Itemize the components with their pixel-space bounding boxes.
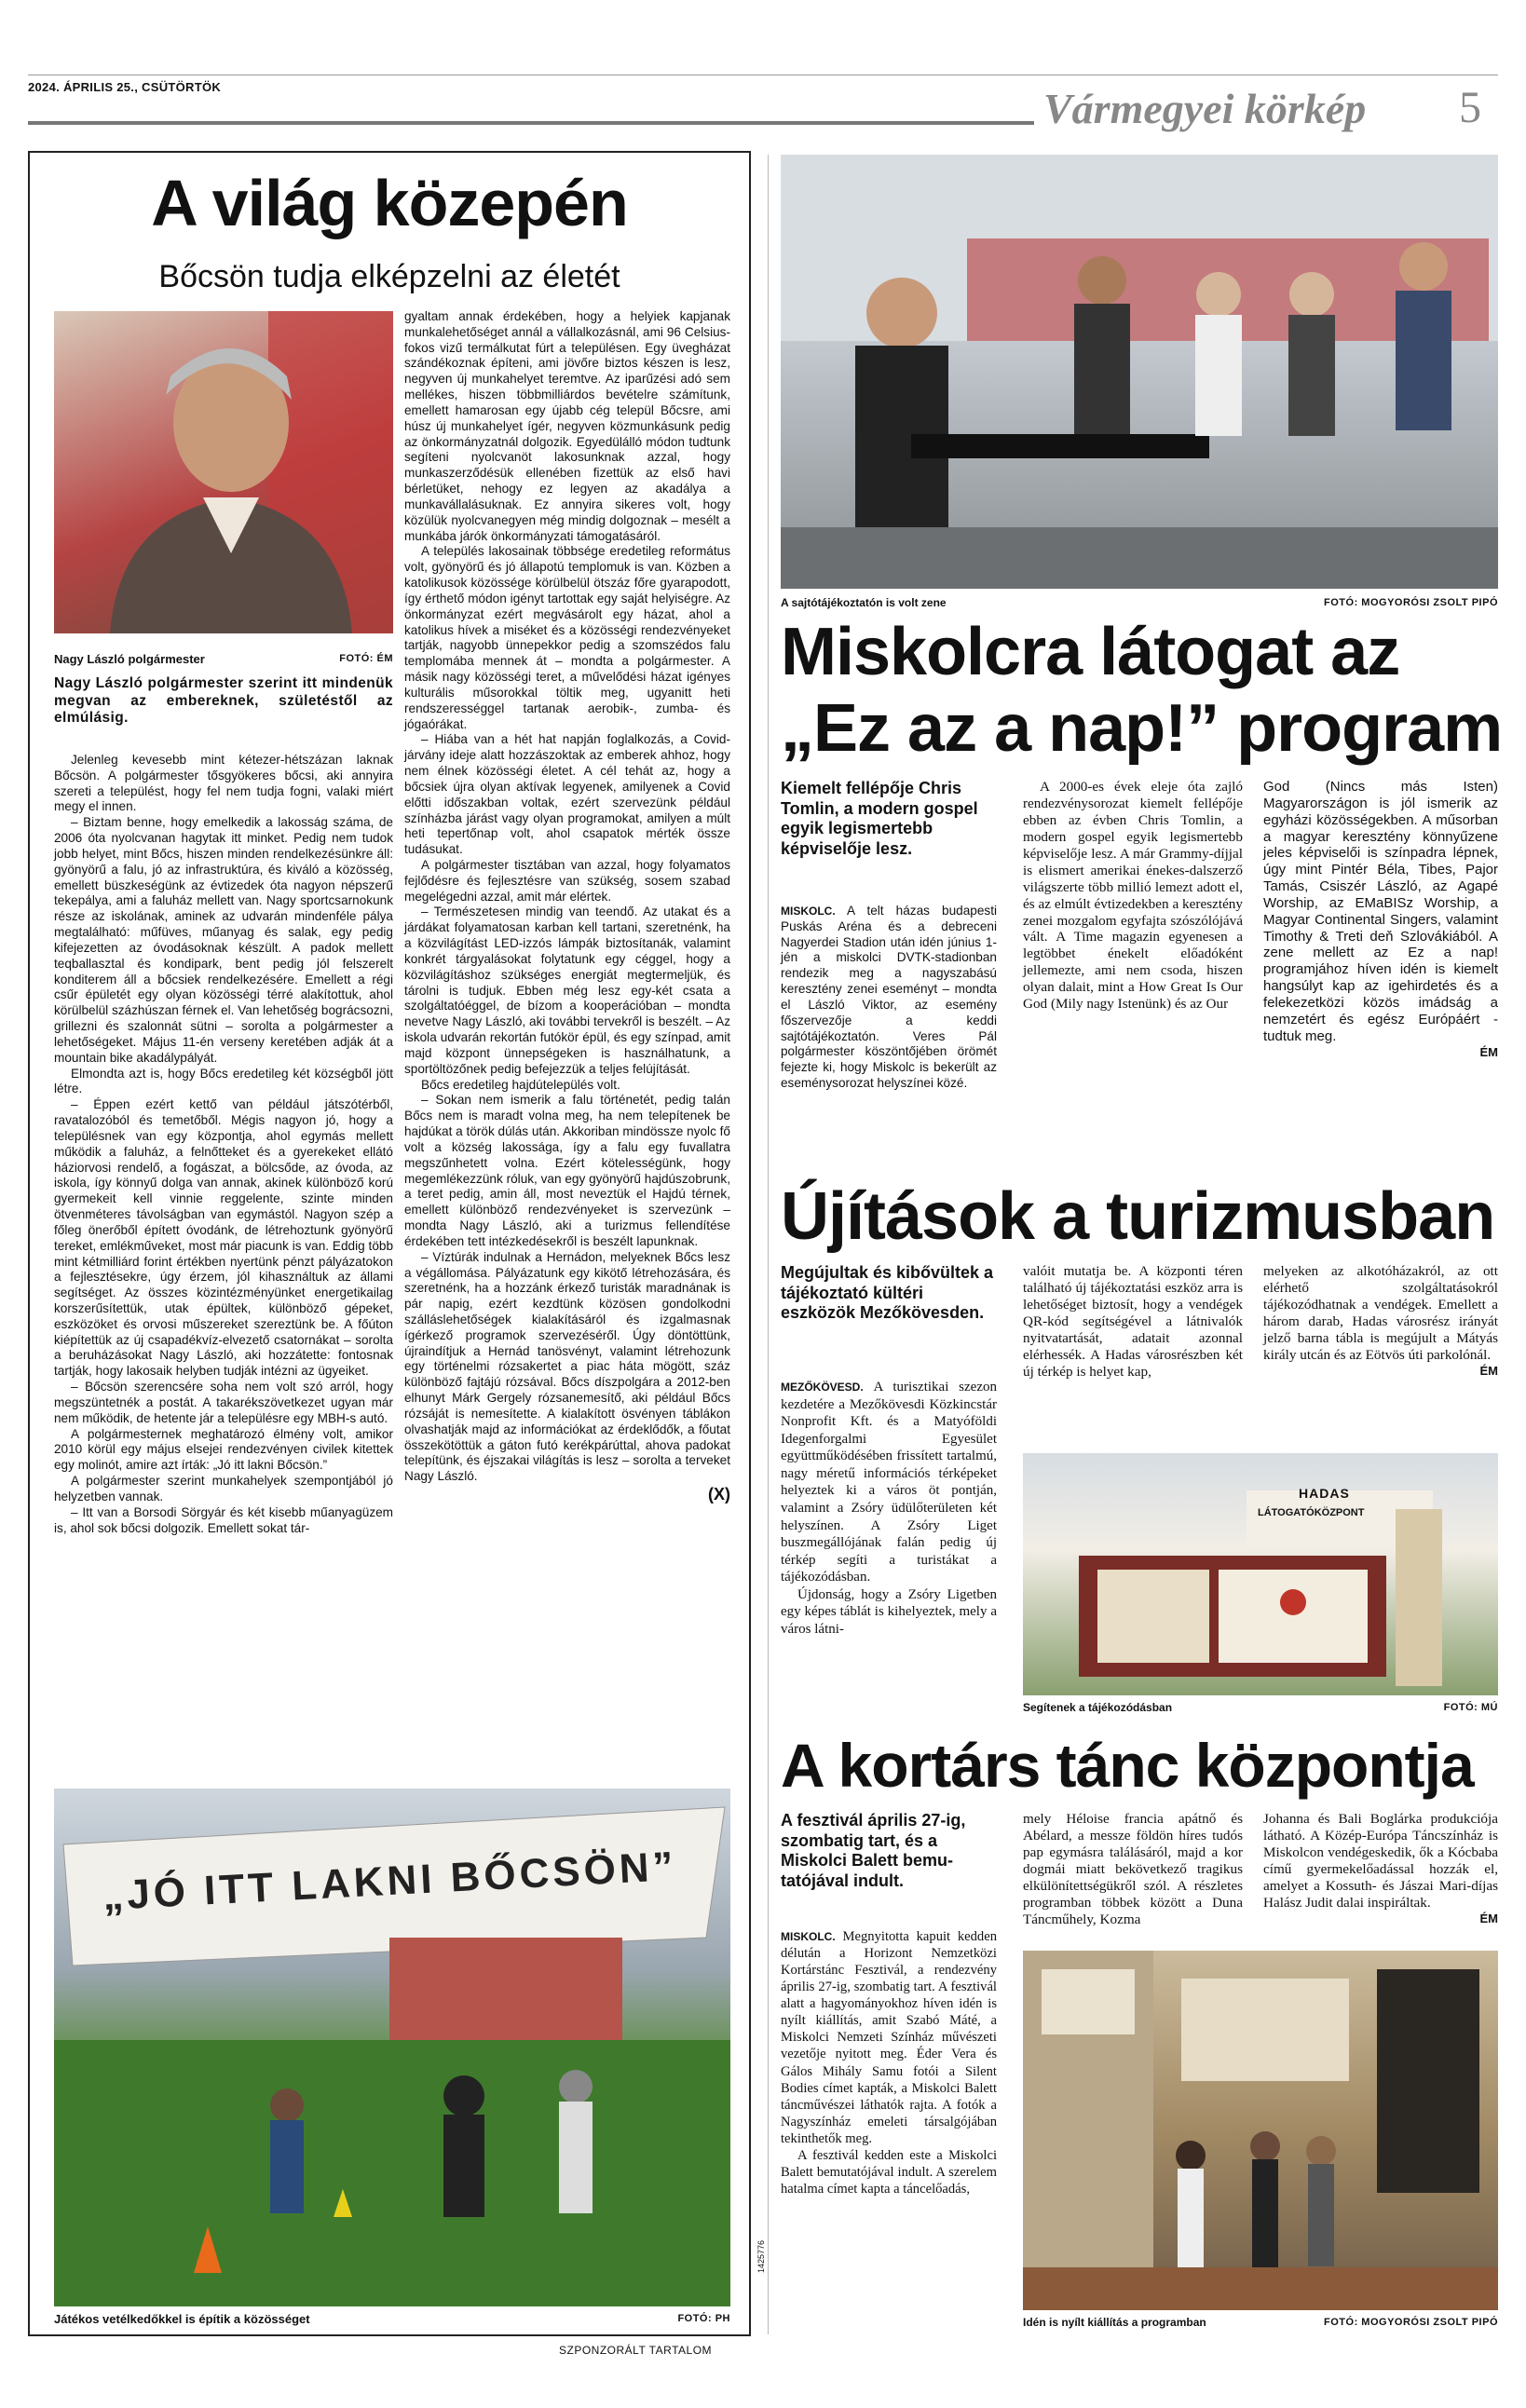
community-photo-credit: FOTÓ: PH (677, 2313, 730, 2324)
article1-column-3 (1263, 779, 1498, 1059)
article2-signature: ÉM (1479, 1363, 1498, 1378)
hadas-sign-subtext: LÁTOGATÓKÖZPONT (1258, 1507, 1365, 1518)
sponsored-subtitle: Bőcsön tudja elképzelni az életét (158, 259, 620, 294)
mayor-portrait-illustration (54, 311, 393, 633)
paragraph: Jelenleg kevesebb mint kétezer-hétszázan laknak Bőcsön. A polgármester tősgyökeres bőcsi, aki annyira szereti a települést, hogy fel nem tudja fogni, valaki miért megy el innen. (54, 753, 393, 814)
article2-column-1 (781, 1379, 997, 1638)
mayor-photo-caption: Nagy László polgármester (54, 652, 205, 666)
sponsored-signature: (X) (708, 1485, 730, 1504)
article1-title-line2: „Ez az a nap!” program (781, 691, 1503, 766)
issue-date: 2024. ÁPRILIS 25., CSÜTÖRTÖK (28, 80, 222, 94)
article1-column-1 (781, 904, 997, 1092)
page-number: 5 (1459, 83, 1481, 132)
sponsored-lead: Nagy László polgármester szerint itt mindenük megvan az embereknek, születéstől az elmúlásig. (54, 675, 393, 727)
section-title: Vármegyei körkép (1043, 85, 1367, 132)
paragraph-text: A turisztikai szezon kezdetére a Mezőkövesdi Közkincstár Nonprofit Kft. és a Matyóföldi Idegenforgalmi Egyesület együttműködésében frissített tartalmú, nagy méretű információs térképeket helyeztek ki a város öt pontján, valamint a Zsóry üdülőterületen két helyszínen. A Zsóry Liget buszmegállójának falán pedig új térkép segíti a turistákat a tájékozódásban. (781, 1380, 997, 1585)
paragraph: gyaltam annak érdekében, hogy a helyiek kapjanak munkalehetőséget annál a vállalkozásnál, ami 96 Celsius-fokos vizű termálkutat fúrt a településen. Egy üvegházat szándékoznak építeni, ami jövőre biztos készen is lesz, negyven új munkahelyet teremtve. Az iparűzési adó sem mellékes, hiszen többmilliárdos bevételre számítunk, emellett hamarosan egy újabb cég települ Bőcsre, ami húsz új munkahelyet ígér, negyven közmunkásunk pedig az önkormányzatnál dolgozik. Egyedülálló módon tudtunk segíteni nyolcvanöt lakosunknak azzal, hogy munkaszerződésük ellenében fizettük az első havi bérletüket, nehogy ez legyen az akadálya a munkavállalásuknak. Ez annyira sikeres volt, hogy közülük nyolcvanegyen még mindig dolgoznak – mesélt a munkába járók önkormányzati támogatásáról. (404, 309, 730, 543)
article3-lead: A fesztivál április 27-ig, szombatig tart, és a Miskolci Balett bemutatójával indult. (781, 1811, 966, 1890)
article3-title: A kortárs tánc központja (781, 1731, 1474, 1800)
header-rule (28, 121, 1034, 125)
paragraph: melyeken az alkotóházakról, az ott elérhető szolgáltatásokról tájékozódhatnak a vendégek. Emellett a három darab, Hadas városrész irányát jelző barna tábla is megújult a Mátyás király utcán és az Eötvös úti parkolónál. (1263, 1263, 1498, 1363)
sponsored-column-2 (404, 309, 730, 1504)
paragraph: mely Héloise francia apátnő és Abélard, a messze földön híres tudós pap egymásra találásáról, majd a kor dogmái miatt bekövetkező tragikus elkülönítettségükről szól. A részletes programban többek között a Duna Táncműhely, Kozma (1023, 1811, 1243, 1927)
paragraph: A fesztivál kedden este a Miskolci Balett bemutatójával indult. A szerelem hatalma címet kapta a táncelőadás, (781, 2147, 997, 2197)
paragraph: – Bőcsön szerencsére soha nem volt szó arról, hogy megszüntetnék a postát. A takarékszövetkezet ugyan már nem működik, de hetente jár a településre egy MBH-s autó. (54, 1380, 393, 1425)
article2-lead: Megújultak és kibővültek a tájékoztató kültéri eszközök Mezőkövesden. (781, 1263, 994, 1323)
paragraph: Bőcs eredetileg hajdútelepülés volt. (421, 1077, 620, 1092)
article1-lead: Kiemelt fellépője Chris Tomlin, a modern gospel egyik legismertebb képviselője lesz. (781, 779, 978, 858)
paragraph: – Biztam benne, hogy emelkedik a lakosság száma, de 2006 óta nyolcvanan hagytak itt minket. Pedig nem tudok jobb helyet, mint Bőcs, hiszen minden rendelkezésünkre áll: gyönyörű a falu, jó az infrastruktúra, és kiváló a közösség, emellett büszkeségünk az évtizedek óta nagyon népszerű tekepálya, ami a faluház mellett van. Nagy sportcsarnokunk része az iskolának, aminek az udvarán mindenféle pálya megtalálható: műfüves, műanyag és salak, egy pedig kifejezetten az óvodásoknak készült. A padok mellett teqballasztal és kondipark, bent pedig jól felszerelt konditerem áll a bőcsiek rendelkezésére. Emellett a régi csűr épületét egy olyan közösségi térré alakítottuk, ahol körülbelül százhúszan férnek el. Van lehetőség bográcsozni, grillezni és szalonnát sütni – sorolta a polgármester a lehetőségeket. Május 11-én verseny keretében adják át a mountain bike akadálypályát. (54, 815, 393, 1065)
dateline: MISKOLC. (781, 905, 836, 918)
paragraph (781, 904, 997, 1092)
exhibition-photo-caption: Idén is nyílt kiállítás a programban (1023, 2316, 1206, 2329)
paragraph: – Sokan nem ismerik a falu történetét, pedig talán Bőcs nem is maradt volna meg, ha nem telepítenek be hajdúkat a török dúlás után. Akkoriban mindössze nyolc fő volt a község lakossága, így a falu egy fuvallatra megszűnhetett volna. Ezért kötelességünk, hogy megemlékezzünk róluk, van egy gyönyörű hajdúszobrunk, a teret pedig, amin áll, most neveztük el Hajdú térnek, emellett különböző rendezvényeket is szervezünk – mondta Nagy László, aki a turizmus fellendítése érdekében tett intézkedésekről is beszélt lapunknak. (404, 1093, 730, 1248)
paragraph: A polgármester tisztában van azzal, hogy folyamatos fejlődésre és fejlesztésre van szükség, sosem szabad megelégedni azzal, amit már elértek. (404, 857, 730, 904)
paragraph: Elmondta azt is, hogy Bőcs eredetileg két községből jött létre. (54, 1066, 393, 1096)
press-photo-credit: FOTÓ: MOGYORÓSI ZSOLT PIPÓ (1324, 597, 1498, 608)
paragraph: Johanna és Bali Boglárka produkciója látható. A Közép-Európa Táncszínház is Miskolcon vendégeskedik, ők a Kócbaba című gyermekelőadással hozzák el, amelyet a Kossuth- és Jászai Mari-díjas Halász Judit dalai inspiráltak. (1263, 1811, 1498, 1911)
ad-code: 1425776 (756, 2239, 766, 2273)
paragraph: valóit mutatja be. A központi téren található új tájékoztatási eszköz arra is lehetőséget biztosít, hogy a vendégek QR-kód segítségével a látnivalók nyitvatartását, adatait azonnal elérhessék. A Hadas városrészben két új térkép is helyet kap, (1023, 1263, 1243, 1380)
article2-title: Újítások a turizmusban (781, 1179, 1495, 1254)
banner-text: „JÓ ITT LAKNI BŐCSÖN” (102, 1843, 678, 1920)
paragraph: – Hiába van a hét hat napján foglalkozás, a Covid-járvány ideje alatt hozzászoktak az emberek ahhoz, hogy nem élnek közösségi életet. A cél tehát az, hogy a bőcsiek újra olyan aktívak legyenek, amilyenek a Covid előtti időszakban voltak, ezért szervezünk például színházba járást vagy olyan programokat, amilyen a múlt heti tepertőnap volt, ahol csapatok mérték össze tudásukat. (404, 732, 730, 857)
paragraph (781, 1379, 997, 1586)
hadas-map-illustration (1023, 1453, 1498, 1695)
band-illustration (781, 155, 1498, 589)
exhibition-illustration (1023, 1951, 1498, 2310)
mayor-photo (54, 311, 393, 633)
paragraph: A település lakosainak többsége eredetileg református volt, gyönyörű és jó állapotú templomuk is van. Közben a katolikusok közössége körülbelül ötszáz főre gyarapodott, így érthető módon igényt tartottak egy saját helyiségre. Az önkormányzat ezért megvásárolt egy házat, ahol a katolikus hívek a miséket és a közösségi rendezvényeket tartják, nagyobb ünnepekkor pedig a szomszédos falu templomába mennek át – mondta a polgármester. A másik nagy közösségi teret, a művelődési házat igényes kulturális műsorokkal töltik meg, ugyanitt heti rendszerességgel tartanak aerobik-, zumba- és jógaórákat. (404, 544, 730, 731)
hadas-photo-caption: Segítenek a tájékozódásban (1023, 1701, 1173, 1714)
hadas-sign-text: HADAS (1299, 1486, 1350, 1501)
paragraph: A polgármester szerint munkahelyek szempontjából jó helyzetben vannak. (54, 1474, 393, 1503)
sponsored-title: A világ közepén (151, 167, 628, 239)
article1-title-line1: Miskolcra látogat az (781, 615, 1400, 689)
paragraph: – Éppen ezért kettő van például játszótérből, ravatalozóból és temetőből. Mégis nagyon jó, hogy a településnek van egy központja, ahol egymás mellett működik a faluház, a felnőtteket és a gyerekeket ellátó háziorvosi rendelő, a fogászat, a bölcsőde, az óvoda, az iskola, így könnyű dolga van annak, akinek különböző korú gyermekeit kell vinnie reggelente, szinte minden ötvenméteres távolságban van egymástól. Nagyon szép a főleg önerőből épített óvodánk, de létrehoztunk gyönyörű tereket, emlékműveket, most már piacunk is van. Eddig több mint kétmilliárd forint értékben nyertünk pénzt pályázatokon a fejlesztésekre, úgy érzem, jól kihasználtuk az állami segítséget. Az összes közintézményünket energetikailag korszerűsítettük, utak épültek, különböző gépeket, eszközöket és orvosi műszereket szereztünk be. A főúton kiépítettük az új csapadékvíz-elvezető csatornákat – sorolta a beruházásokat Nagy László, aki hozzátette: fontosnak tartják, hogy lakosaik helyben tudják intézni az ügyeiket. (54, 1097, 393, 1379)
sponsored-label: SZPONZORÁLT TARTALOM (559, 2344, 713, 2357)
exhibition-photo-credit: FOTÓ: MOGYORÓSI ZSOLT PIPÓ (1324, 2317, 1498, 2328)
paragraph: – Víztúrák indulnak a Hernádon, melyeknek Bőcs lesz a végállomása. Pályázatunk egy kikötő létrehozására, és szeretnénk, ha a hozzánk érkező turisták maradnának is pár napig, ezért kezdtünk közösen gondolkodni szálláslehetőségek kialakításáról és izgalmasnak ígérkező programok szervezéséről. Úgy döntöttünk, újraindítjuk a Hernád tanösvényt, valamint létrehozunk egy történelmi rózsakertet a piac háta mögött, száz különböző fajtájú rózsával. Bőcs díszpolgára a 2012-ben elhunyt Márk Gergely rózsanemesítő, aki például Bőcs rózsáját is nemesítette. A kialakított ösvényen táblákon olvashatják majd az információkat az érdeklődők, a főutat összekötöttük a gáton futó kerékpárúttal, ahova padokat telepítünk, és éjszakai világítás is lesz – sorolta a terveket Nagy László. (404, 1249, 730, 1484)
hadas-photo-credit: FOTÓ: MÚ (1443, 1702, 1498, 1713)
community-photo-caption: Játékos vetélkedőkkel is építik a közösséget (54, 2312, 310, 2326)
paragraph: God (Nincs más Isten) Magyarországon is jól ismerik az egyházi közösségekben. A műsorban a magyar keresztény könnyűzene jeles képviselői is színpadra lépnek, úgy mint Pintér Béla, Tibes, Pajor Tamás, Csiszér László, az Agapé Worship, az EMaBISz Worship, a Magyar Continental Singers, valamint Timothy & Treti deň Szlovákiából. A zene mellett az Ez a nap! programjához híven idén is kiemelt hangsúlyt kap az igehirdetés és a felekezetközi közös imádság a nemzetért és egész Európáért - tudtuk meg. (1263, 779, 1498, 1044)
mayor-photo-credit: FOTÓ: ÉM (339, 653, 393, 664)
article3-column-2 (1023, 1811, 1243, 1928)
sponsored-column-1 (54, 753, 393, 1536)
exhibition-photo (1023, 1951, 1498, 2310)
paragraph-text: A telt házas budapesti Puskás Aréna és a debreceni Nagyerdei Stadion után idén június 1-jén a miskolci DVTK-stadionban rendezik meg a nagyszabású keresztény zenei eseményt – mondta el László Viktor, az esemény főszervezője a keddi sajtótájékoztatón. Veres Pál polgármester köszöntőjében örömét fejezte ki, hogy Miskolc is bekerült az eseménysorozat helyszínei közé. (781, 904, 998, 1091)
article2-column-3 (1263, 1263, 1498, 1378)
paragraph: A polgármesternek meghatározó élmény volt, amikor 2010 körül egy május elsejei rendezvényen civilek kitettek egy molinót, amire azt írták: „Jó itt lakni Bőcsön.” (54, 1426, 393, 1473)
column-rule (768, 155, 769, 2334)
paragraph-text: Megnyitotta kapuit kedden délután a Horizont Nemzetközi Kortárstánc Fesztivál, a rendezvény április 27-ig, szombatig tart. A fesztivál alatt a hagyományokhoz híven idén is nyílt kiállítás, amit Szabó Máté, a Miskolci Nemzeti Színház művészeti vezetője nyitott meg. Éder Vera és Gálos Mihály Samu fotói a Silent Bodies címet kapták, a Miskolci Balett táncművészei láthatók rajta. A fotók a Nagyszínház emeleti társalgójában tekinthetők meg. (781, 1929, 997, 2146)
paragraph: A 2000-es évek eleje óta zajló rendezvénysorozat kiemelt fellépője ebben az évben Chris Tomlin, a modern gospel egyik legismertebb képviselője lesz. A már Grammy-díjjal is elismert amerikai énekes-dalszerző világszerte több millió lemezt adott el, és az elmúlt évtizedekben a keresztény zenei mozgalom egyfajta szószólójává vált. A Time magazin egyenesen a legtöbbet énekelt előadóként jellemezte, ami nem csoda, hiszen olyan dalait, mint a How Great Is Our God (Mily nagy Istenünk) és az Our (1023, 779, 1243, 1013)
paragraph (781, 1928, 997, 2147)
paragraph: Újdonság, hogy a Zsóry Ligetben egy képes táblát is kihelyeztek, mely a város látni- (781, 1586, 997, 1637)
dateline: MISKOLC. (781, 1930, 836, 1943)
article3-column-1 (781, 1928, 997, 2197)
dateline: MEZŐKÖVESD. (781, 1381, 864, 1394)
article3-column-3 (1263, 1811, 1498, 1925)
hadas-map-photo (1023, 1453, 1498, 1695)
paragraph: – Természetesen mindig van teendő. Az utakat és a járdákat folyamatosan karban kell tartani, szeretnénk, ha a közvilágítást LED-izzós lámpák biztosítanák, valamint konkrét tárgyalásokat folytatunk egy céggel, hogy a közvilágításhoz szükséges energiát megtermeljük, és tárolni is tudjuk. Ebben még lesz egy-két csata a szolgáltatóéggel, de bízom a kooperációban – mondta nevetve Nagy László, aki további tervekről is beszélt. – Az iskola udvarán rekortán futókör épül, és egy színpad, amit majd központ ünnepségeken is használhatunk, a sportöltözőnek pedig befejezzük a teljes felújítását. (404, 905, 730, 1076)
press-photo-caption: A sajtótájékoztatón is volt zene (781, 596, 947, 609)
article1-signature: ÉM (1479, 1044, 1498, 1059)
press-conference-photo (781, 155, 1498, 589)
article2-column-2 (1023, 1263, 1243, 1381)
article1-column-2 (1023, 779, 1243, 1013)
paragraph: – Itt van a Borsodi Sörgyár és két kisebb műanyagüzem is, ahol sok bőcsi dolgozik. Emellett sokat tár- (54, 1504, 393, 1535)
article3-signature: ÉM (1479, 1911, 1498, 1925)
